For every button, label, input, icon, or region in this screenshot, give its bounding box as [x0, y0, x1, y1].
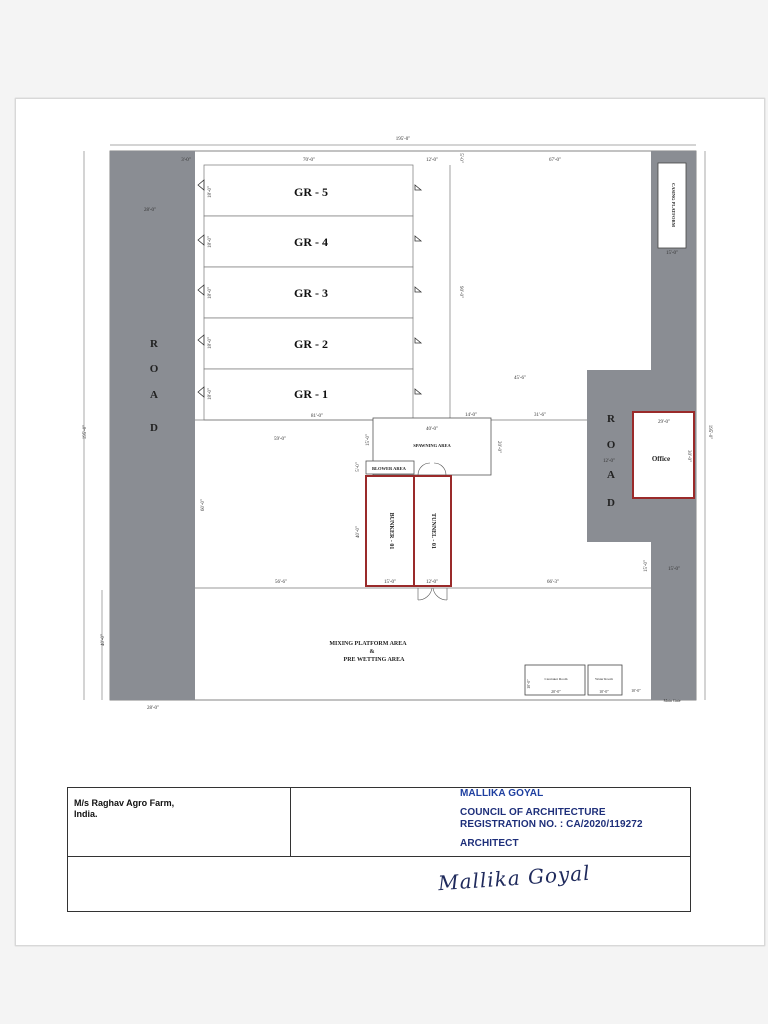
title-block	[67, 787, 691, 912]
svg-text:15'-0": 15'-0"	[665, 251, 679, 256]
svg-text:15'-0": 15'-0"	[383, 580, 397, 585]
svg-text:R: R	[607, 413, 615, 425]
svg-text:15'-0": 15'-0"	[667, 567, 681, 572]
svg-text:D: D	[150, 422, 158, 434]
svg-text:66'-3": 66'-3"	[546, 580, 560, 585]
svg-text:A: A	[150, 389, 158, 401]
svg-text:20'-0": 20'-0"	[496, 440, 501, 454]
svg-text:12'-0": 12'-0"	[425, 580, 439, 585]
gr-3-label: GR - 3	[294, 286, 328, 300]
svg-text:15'-0": 15'-0"	[644, 559, 649, 573]
gr-5-label: GR - 5	[294, 185, 328, 199]
svg-text:10'-0": 10'-0"	[526, 679, 531, 689]
svg-text:12'-0": 12'-0"	[602, 459, 616, 464]
casing-platform-label: CASING PLATFORM	[671, 182, 676, 228]
svg-text:67'-0": 67'-0"	[548, 158, 562, 163]
svg-text:56'-6": 56'-6"	[274, 580, 288, 585]
svg-text:40'-0": 40'-0"	[425, 427, 439, 432]
svg-text:18'-0": 18'-0"	[208, 185, 213, 199]
svg-text:31'-6": 31'-6"	[533, 413, 547, 418]
svg-text:R: R	[150, 338, 158, 350]
svg-text:60'-0": 60'-0"	[201, 498, 206, 512]
architect-signature: Mallika Goyal	[437, 860, 592, 896]
svg-text:10'-0": 10'-0"	[599, 689, 609, 694]
svg-text:81'-0": 81'-0"	[310, 414, 324, 419]
svg-text:28'-0": 28'-0"	[146, 706, 160, 711]
svg-text:40'-0": 40'-0"	[356, 525, 361, 539]
svg-text:Main Gate: Main Gate	[663, 698, 681, 703]
svg-text:D: D	[607, 497, 615, 509]
architect-name: MALLIKA GOYAL	[460, 788, 544, 799]
svg-text:30'-0": 30'-0"	[686, 449, 691, 463]
svg-text:3'-0": 3'-0"	[181, 158, 191, 163]
svg-text:A: A	[607, 469, 615, 481]
registration-number: REGISTRATION NO. : CA/2020/119272	[460, 819, 643, 830]
svg-text:Water Room: Water Room	[595, 677, 613, 681]
svg-text:29'-0": 29'-0"	[657, 420, 671, 425]
svg-text:5'-0": 5'-0"	[458, 153, 463, 163]
svg-text:18'-0": 18'-0"	[208, 286, 213, 300]
svg-text:5'-0": 5'-0"	[356, 462, 361, 472]
blower-area-label: BLOWER AREA	[372, 466, 406, 471]
office-label: Office	[651, 455, 671, 463]
svg-text:18'-0": 18'-0"	[208, 336, 213, 350]
svg-text:18'-0": 18'-0"	[208, 235, 213, 249]
svg-text:MIXING PLATFORM AREA: MIXING PLATFORM AREA	[329, 641, 407, 647]
svg-text:12'-0": 12'-0"	[425, 158, 439, 163]
client-name: M/s Raghav Agro Farm, India.	[74, 798, 175, 819]
svg-text:10'-0": 10'-0"	[631, 688, 641, 693]
svg-text:14'-0": 14'-0"	[464, 413, 478, 418]
client-cell	[68, 788, 291, 857]
tunnel-label: TUNNEL - 01	[430, 513, 436, 549]
svg-text:195'-0": 195'-0"	[707, 424, 712, 440]
svg-text:Caretaker Room: Caretaker Room	[544, 677, 568, 681]
svg-text:195'-0": 195'-0"	[395, 137, 411, 142]
svg-text:40'-0": 40'-0"	[101, 633, 106, 647]
svg-text:70'-0": 70'-0"	[302, 158, 316, 163]
svg-text:18'-0": 18'-0"	[208, 387, 213, 401]
svg-text:28'-0": 28'-0"	[143, 208, 157, 213]
gr-4-label: GR - 4	[294, 235, 328, 249]
svg-text:PRE WETTING AREA: PRE WETTING AREA	[343, 657, 405, 663]
council-label: COUNCIL OF ARCHITECTURE	[460, 807, 606, 818]
gr-1-label: GR - 1	[294, 387, 328, 401]
architect-role: ARCHITECT	[460, 838, 519, 849]
svg-text:195'-0": 195'-0"	[83, 424, 88, 440]
svg-text:15'-0": 15'-0"	[366, 433, 371, 447]
spawning-area-label: SPAWNING AREA	[413, 443, 451, 448]
svg-text:O: O	[149, 363, 159, 375]
svg-text:45'-6": 45'-6"	[513, 376, 527, 381]
svg-text:90'-0": 90'-0"	[458, 285, 463, 299]
bunker-label: BUNKER - 01	[388, 512, 394, 550]
svg-text:O: O	[606, 439, 616, 451]
svg-text:&: &	[369, 649, 375, 655]
svg-text:20'-0": 20'-0"	[551, 689, 561, 694]
gr-2-label: GR - 2	[294, 337, 328, 351]
svg-text:59'-0": 59'-0"	[273, 437, 287, 442]
